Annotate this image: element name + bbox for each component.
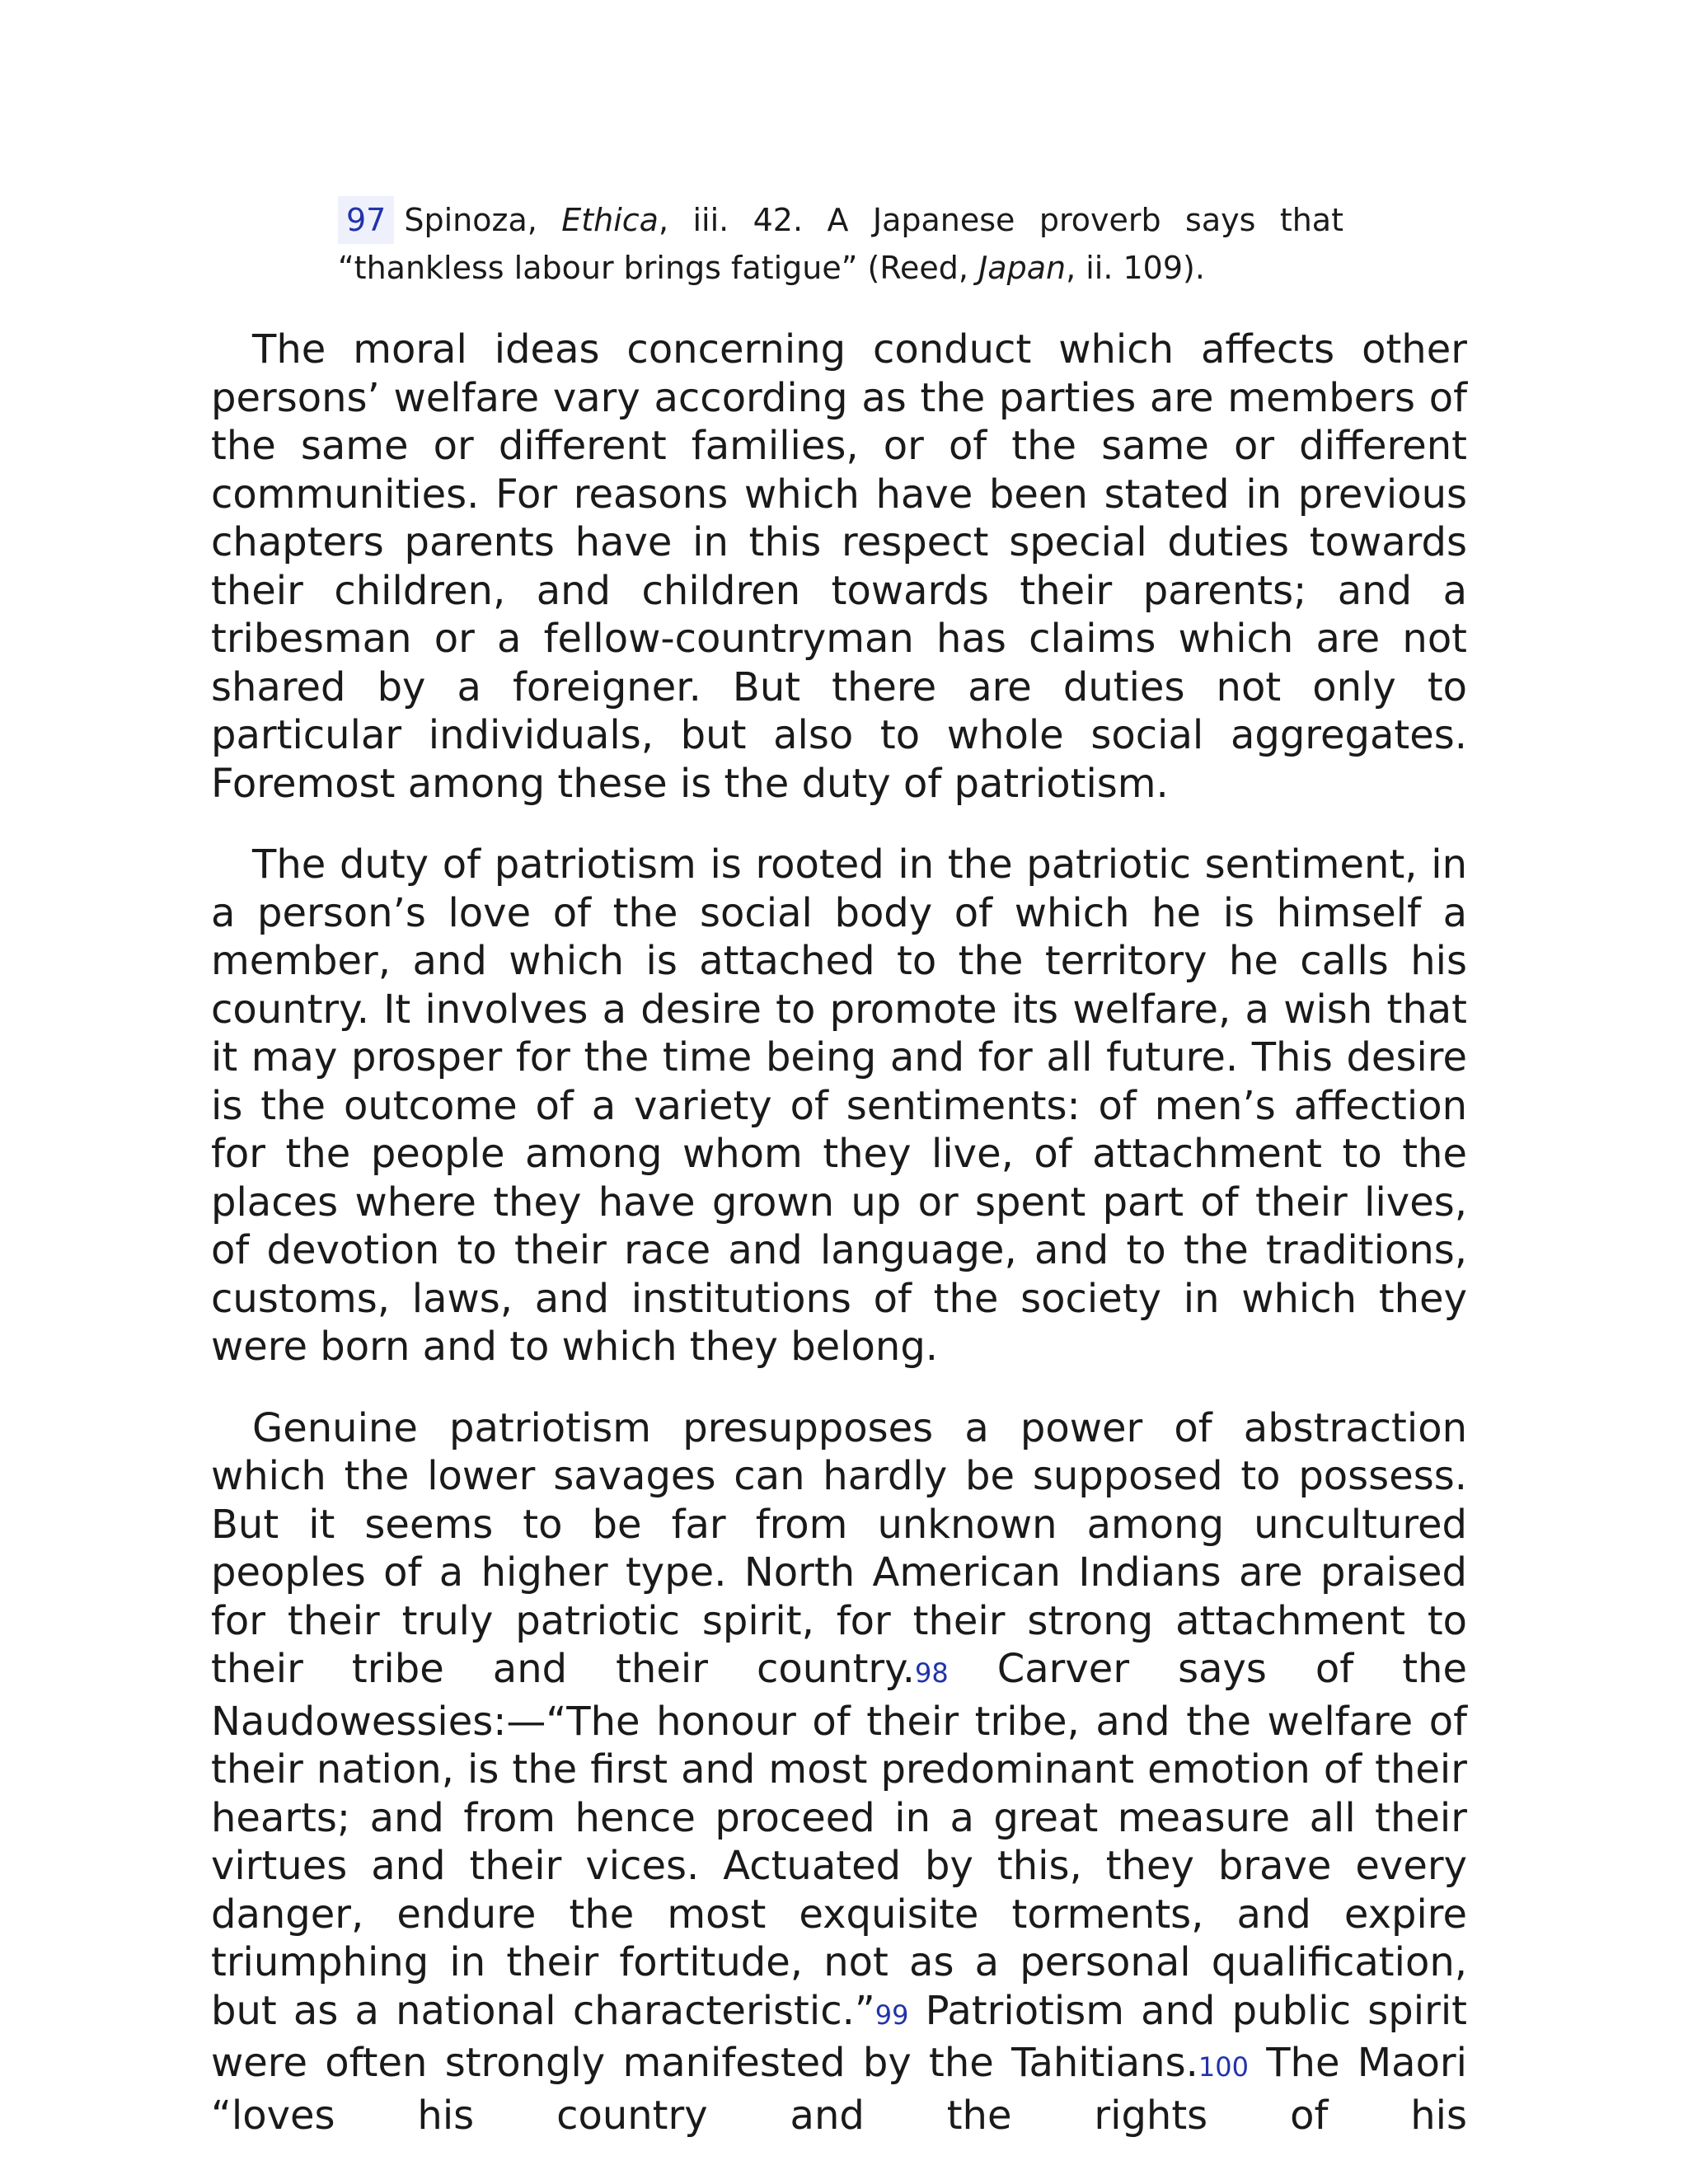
paragraph-duty-of-patriotism: The duty of patriotism is rooted in the patriotic sentiment, in a person’s love of the social body of which he is himself a member, and which is attached to the territory he calls his country. It involves a desire to promote its welfare, a wish that it may prosper for the time being and for all future. This desire is the outcome of a variety of sentiments: of men’s affection for the people among whom they live, of attachment to the places where they have grown up or spent part of their lives, of devotion to their race and language, and to the traditions, customs, laws, and institutions of the society in which they were born and to which they belong. xyxy=(211,841,1467,1370)
paragraph-moral-ideas: The moral ideas concerning conduct which affects other persons’ welfare vary according as the parties are members of the same or different families, or of the same or different communities. For reasons which have been stated in previous chapters parents have in this respect special duties towards their children, and children towards their parents; and a tribesman or a fellow-countryman has claims which are not shared by a foreigner. But there are duties not only to particular individuals, but also to whole social aggregates. Foremost among these is the duty of patriotism. xyxy=(211,326,1467,807)
footnote-text-end: , ii. 109). xyxy=(1066,250,1205,286)
footnote-text-middle: , iii. 42. A Japanese proverb says that “thankless labour brings fatigue” (Reed, xyxy=(338,202,1343,286)
footnote-97 xyxy=(338,196,1343,292)
footnote-ref-99[interactable]: 99 xyxy=(874,1999,909,2031)
footnote-title-japan: Japan xyxy=(978,250,1067,286)
paragraph-text: Carver says of the Naudowessies:—“The honour of their tribe, and the welfare of their nation, is the first and most predominant emotion of their hearts; and from hence proceed in a great measure all their virtues and their vices. Actuated by this, they brave every danger, endure the most exquisite torments, and expire triumphing in their fortitude, not as a personal qualification, but as a national characteristic.” xyxy=(211,1646,1467,2034)
footnote-text-start: Spinoza, xyxy=(404,202,562,238)
footnote-ref-98[interactable]: 98 xyxy=(914,1657,949,1689)
paragraph-text: Genuine patriotism presupposes a power of abstraction which the lower savages can hardly be supposed to possess. But it seems to be far from unknown among uncultured peoples of a higher type. North American Indians are praised for their truly patriotic spirit, for their strong attachment to their tribe and their country. xyxy=(211,1404,1467,1692)
paragraph-genuine-patriotism xyxy=(211,1404,1467,2140)
footnote-title-ethica: Ethica xyxy=(561,202,659,238)
footnote-number-link[interactable]: 97 xyxy=(338,196,394,244)
paragraph-text: Patriotism and public spirit were often strongly manifested by the Tahitians. xyxy=(211,1987,1467,2086)
footnote-ref-100[interactable]: 100 xyxy=(1198,2051,1249,2083)
paragraph-text: The Maori “loves his country and the rights of his xyxy=(211,2040,1467,2139)
body-text xyxy=(211,326,1467,2172)
